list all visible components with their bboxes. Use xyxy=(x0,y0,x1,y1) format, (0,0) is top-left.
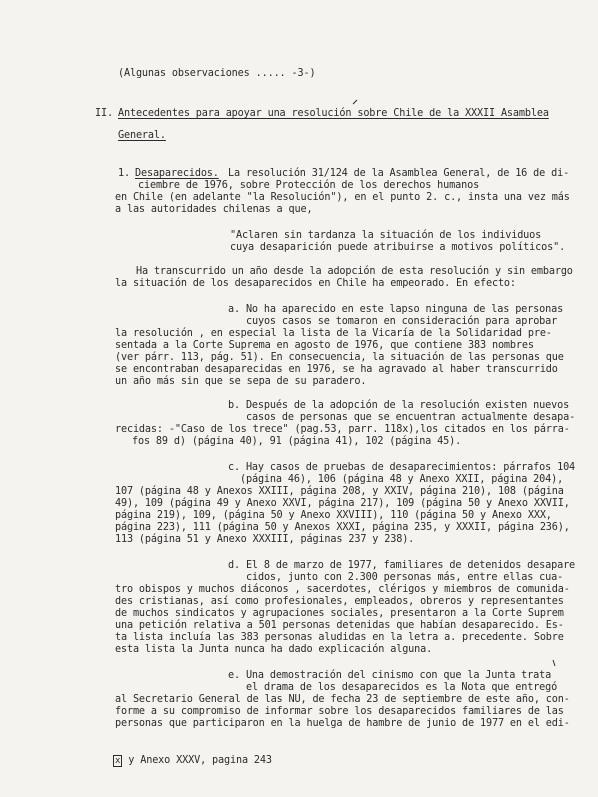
para-a-line: cuyos casos se tomaron en consideración para aprobar xyxy=(246,316,558,327)
para-b-line: recidas: -"Caso de los trece" (pag.53, parr. 118x),los citados en los párra- xyxy=(115,424,570,435)
para-c-line: 49), 109 (página 49 y Anexo XXVI, página 217), 109 (página 50 y Anexo XXVII, xyxy=(115,498,570,509)
accent-mark xyxy=(353,100,357,104)
para-e-line: al Secretario General de las NU, de fecha 23 de septiembre de este año, con- xyxy=(115,694,570,705)
stray-mark xyxy=(553,660,555,666)
para-d-line: ta lista incluía las 383 personas aludidas en la letra a. precedente. Sobre xyxy=(115,632,564,643)
para-d-line: de muchos sindicatos y agrupaciones sociales, presentaron a la Corte Suprem xyxy=(115,608,564,619)
item-1-line: a las autoridades chilenas a que, xyxy=(115,204,313,215)
para-e-line: el drama de los desaparecidos es la Nota que entregó xyxy=(246,682,558,693)
quote-line: "Aclaren sin tardanza la situación de los individuos xyxy=(230,230,542,241)
footnote-text: y Anexo XXXV, pagina 243 xyxy=(128,755,272,766)
intro-line: Ha transcurrido un año desde la adopción de esta resolución y sin embargo xyxy=(136,266,573,277)
para-a-line: a. No ha aparecido en este lapso ninguna de las personas xyxy=(228,304,564,315)
para-d-line: cidos, junto con 2.300 personas más, entre ellas cua- xyxy=(246,572,564,583)
para-b-line: casos de personas que se encuentran actualmente desapa- xyxy=(246,412,576,423)
para-a-line: la resolución , en especial la lista de la Vicaría de la Solidaridad pre- xyxy=(115,328,552,339)
para-c-line: (página 46), 106 (página 48 y Anexo XXII, página 204), xyxy=(240,474,564,485)
para-b-line: b. Después de la adopción de la resolución existen nuevos xyxy=(228,400,570,411)
para-c-line: 113 (página 51 y Anexo XXXIII, páginas 237 y 238). xyxy=(115,534,415,545)
para-d-line: esta lista la Junta nunca ha dado explicación alguna. xyxy=(115,644,433,655)
quote-line: cuya desaparición puede atribuirse a motivos políticos". xyxy=(230,242,566,253)
para-e-line: forme a su compromiso de informar sobre los desaparecidos familiares de las xyxy=(115,706,564,717)
para-c-line: 107 (página 48 y Anexos XXIII, página 208, y XXIV, página 210), 108 (página xyxy=(115,486,564,497)
intro-line: la situación de los desaparecidos en Chile ha empeorado. En efecto: xyxy=(115,278,516,289)
para-a-line: (ver párr. 113, pág. 51). En consecuencia, la situación de las personas que xyxy=(115,352,564,363)
para-d-line: una petición relativa a 501 personas detenidas que habían desaparecido. Es- xyxy=(115,620,564,631)
para-d-line: des cristianas, así como profesionales, empleados, obreros y representantes xyxy=(115,596,564,607)
para-d-line: d. El 8 de marzo de 1977, familiares de detenidos desapare xyxy=(228,560,576,571)
para-a-line: se encontraban desaparecidas en 1976, se ha agravado al haber transcurrido xyxy=(115,364,558,375)
para-e-line: personas que participaron en la huelga de hambre de junio de 1977 en el edi- xyxy=(115,718,570,729)
para-a-line: sentada a la Corte Suprema en agosto de 1976, que contiene 383 nombres xyxy=(115,340,534,351)
item-1-line: en Chile (en adelante "la Resolución"), en el punto 2. c., insta una vez más xyxy=(115,192,570,203)
para-b-line: fos 89 d) (página 40), 91 (página 41), 102 (página 45). xyxy=(132,436,462,447)
section-title-line-2: General. xyxy=(118,130,166,141)
item-1-line: ciembre de 1976, sobre Protección de los derechos humanos xyxy=(138,180,480,191)
item-1-heading: Desaparecidos. xyxy=(135,168,219,179)
para-c-line: página 219), 109, (página 50 y Anexo XXVIII), 110 (página 50 y Anexo XXX, xyxy=(115,510,552,521)
footnote-mark: x xyxy=(115,756,121,766)
para-e-line: e. Una demostración del cinismo con que la Junta trata xyxy=(228,670,552,681)
section-number: II. xyxy=(95,108,113,119)
para-c-line: página 223), 111 (página 50 y Anexos XXXI, página 235, y XXXII, página 236), xyxy=(115,522,570,533)
page-header: (Algunas observaciones ..... -3-) xyxy=(118,68,316,79)
para-c-line: c. Hay casos de pruebas de desaparecimientos: párrafos 104 xyxy=(228,462,576,473)
para-d-line: tro obispos y muchos diáconos , sacerdotes, clérigos y miembros de comunida- xyxy=(115,584,570,595)
item-1-number: 1. xyxy=(118,168,130,179)
section-title-line-1: Antecedentes para apoyar una resolución sobre Chile de la XXXII Asamblea xyxy=(118,108,549,119)
item-1-line: La resolución 31/124 de la Asamblea General, de 16 de di- xyxy=(228,168,570,179)
para-a-line: un año más sin que se sepa de su paradero. xyxy=(115,376,367,387)
